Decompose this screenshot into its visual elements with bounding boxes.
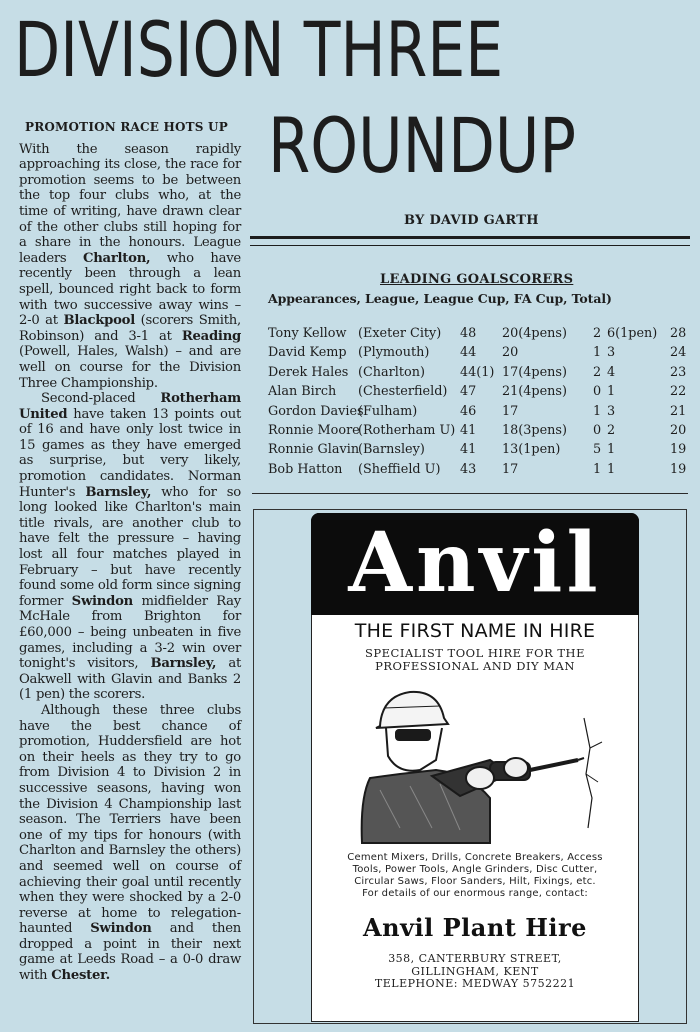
address-line-1: 358, CANTERBURY STREET,	[388, 952, 562, 965]
league-goals: 20(4pens)	[502, 326, 567, 341]
league-goals: 17	[502, 461, 519, 477]
league-cup-goals: 1	[593, 345, 602, 361]
double-rule-divider	[250, 236, 690, 246]
total-goals: 21	[670, 403, 687, 419]
table-row	[268, 324, 693, 343]
thin-rule-divider	[252, 493, 688, 494]
text-run: With the season rapidly approaching its close, the race for promotion seems to be between the top four clubs who, at the time of writing, have drawn clear of the other clubs still hoping for a share in the honours. League leaders	[19, 141, 241, 266]
appearances: 41	[460, 442, 477, 458]
total-goals: 28	[670, 326, 687, 341]
advert-products	[323, 852, 627, 900]
fa-cup-goals: 3	[607, 345, 616, 361]
fa-cup-goals: 2	[607, 422, 616, 438]
total-goals: 23	[670, 364, 687, 380]
club-name: (Chesterfield)	[358, 384, 448, 400]
player-name: Tony Kellow	[268, 326, 347, 341]
bold-club-name: Chester.	[51, 968, 110, 984]
advert-subtitle-line-1: SPECIALIST TOOL HIRE FOR THE	[365, 646, 585, 660]
article-heading: PROMOTION RACE HOTS UP	[25, 120, 228, 134]
fa-cup-goals: 3	[607, 403, 616, 419]
total-goals: 19	[670, 442, 687, 458]
article-paragraph-3	[19, 703, 241, 984]
article-paragraph-1	[19, 142, 241, 392]
goalscorers-subtitle: Appearances, League, League Cup, FA Cup, Total)	[268, 291, 612, 306]
text-run: Second-placed	[41, 391, 161, 407]
total-goals: 24	[670, 345, 687, 361]
league-cup-goals: 0	[593, 422, 602, 438]
player-name: Ronnie Glavin	[268, 442, 360, 458]
league-cup-goals: 1	[593, 461, 602, 477]
appearances: 46	[460, 403, 477, 419]
fa-cup-goals: 4	[607, 364, 616, 380]
article-column	[19, 120, 241, 984]
text-run: who have recently been through a lean spell, bounced right back to form with two successive away wins – 2-0 at	[19, 250, 241, 329]
appearances: 43	[460, 461, 477, 477]
club-name: (Fulham)	[358, 403, 418, 419]
league-cup-goals: 1	[593, 403, 602, 419]
address-telephone: TELEPHONE: MEDWAY 5752221	[374, 977, 576, 990]
advert-tagline: THE FIRST NAME IN HIRE	[354, 620, 596, 642]
bold-club-name: Charlton,	[82, 250, 151, 266]
club-name: (Charlton)	[358, 364, 425, 380]
appearances: 41	[460, 422, 477, 438]
league-cup-goals: 2	[593, 364, 602, 380]
table-row	[268, 343, 693, 362]
bold-club-name: Barnsley,	[150, 656, 217, 672]
club-name: (Plymouth)	[358, 345, 430, 361]
advert-address	[311, 953, 639, 991]
league-cup-goals: 0	[593, 384, 602, 400]
player-name: Gordon Davies	[268, 403, 364, 419]
player-name: David Kemp	[268, 345, 347, 361]
advert-subtitle-line-2: PROFESSIONAL AND DIY MAN	[375, 659, 575, 673]
appearances: 44	[460, 345, 477, 361]
player-name: Alan Birch	[268, 384, 337, 400]
table-row	[268, 402, 693, 421]
fa-cup-goals: 1	[607, 384, 616, 400]
bold-club-name: Rotherham United	[19, 391, 241, 422]
bold-club-name: Reading	[181, 328, 241, 344]
anvil-logo-block	[311, 513, 639, 615]
bold-club-name: Swindon	[71, 593, 134, 609]
text-run: and then dropped a point in their next game at Leeds Road – a 0-0 draw with	[19, 921, 241, 984]
goalscorers-title: LEADING GOALSCORERS	[380, 272, 574, 287]
club-name: (Rotherham U)	[358, 422, 456, 438]
table-row	[268, 440, 693, 459]
page-title-line-1: DIVISION THREE	[14, 5, 504, 94]
club-name: (Exeter City)	[358, 326, 442, 341]
player-name: Ronnie Moore	[268, 422, 360, 438]
goalscorers-table	[268, 324, 693, 479]
article-paragraph-2	[19, 391, 241, 703]
products-line-3: Circular Saws, Floor Sanders, Hilt, Fixings, etc.	[354, 876, 596, 887]
league-cup-goals: 2	[593, 326, 602, 341]
table-row	[268, 382, 693, 401]
league-goals: 17(4pens)	[502, 364, 567, 380]
products-line-2: Tools, Power Tools, Angle Grinders, Disc Cutter,	[352, 864, 598, 875]
league-goals: 21(4pens)	[502, 384, 567, 400]
anvil-logo: Anvil	[348, 515, 602, 611]
bold-club-name: Barnsley,	[85, 484, 152, 500]
player-name: Bob Hatton	[268, 461, 343, 477]
advert-brand-name: Anvil Plant Hire	[363, 913, 587, 942]
total-goals: 22	[670, 384, 687, 400]
fa-cup-goals: 1	[607, 461, 616, 477]
text-run: midfielder Ray McHale from Brighton for £60,000 – being unbeaten in five games, including a 3-2 win over tonight's visitors,	[19, 593, 241, 672]
advert-subtitle	[311, 647, 639, 673]
text-run: at Oakwell with Glavin and Banks 2 (1 pen) the scorers.	[19, 656, 241, 703]
club-name: (Sheffield U)	[358, 461, 441, 477]
appearances: 47	[460, 384, 477, 400]
league-goals: 17	[502, 403, 519, 419]
products-line-1: Cement Mixers, Drills, Concrete Breakers, Access	[347, 852, 603, 863]
appearances: 48	[460, 326, 477, 341]
text-run: have taken 13 points out of 16 and have only lost twice in 15 games as they have emerged as surprise, but very likely, promotion candidates. Norman Hunter's	[19, 406, 241, 500]
total-goals: 19	[670, 461, 687, 477]
appearances: 44(1)	[460, 364, 495, 380]
worker-with-drill-icon	[340, 678, 610, 848]
fa-cup-goals: 6(1pen)	[607, 326, 658, 341]
bold-club-name: Blackpool	[63, 313, 135, 329]
table-row	[268, 421, 693, 440]
player-name: Derek Hales	[268, 364, 349, 380]
products-line-4: For details of our enormous range, contact:	[362, 888, 588, 899]
league-cup-goals: 5	[593, 442, 602, 458]
text-run: (Powell, Hales, Walsh) – and are well on course for the Division Three Championship.	[19, 344, 241, 391]
table-row	[268, 363, 693, 382]
bold-club-name: Swindon	[90, 921, 152, 937]
league-goals: 18(3pens)	[502, 422, 567, 438]
text-run: Although these three clubs have the best chance of promotion, Huddersfield are hot on their heels as they try to go from Division 4 to Division 2 in successive seasons, having won the Division 4 Championship last season. The Terriers have been one of my tips for honours (with Charlton and Barnsley the others) and seemed well on course of achieving their goal until recently when they were shocked by a 2-0 reverse at home to relegation-haunted	[19, 702, 241, 937]
total-goals: 20	[670, 422, 687, 438]
league-goals: 13(1pen)	[502, 442, 561, 458]
address-line-2: GILLINGHAM, KENT	[411, 964, 539, 978]
club-name: (Barnsley)	[358, 442, 425, 458]
fa-cup-goals: 1	[607, 442, 616, 458]
text-run: (scorers Smith, Robinson) and 3-1 at	[19, 313, 241, 344]
table-row	[268, 460, 693, 479]
text-run: who for so long looked like Charlton's main title rivals, are another club to have felt the pressure – having lost all four matches played in February – but have recently found some old form since signing former	[19, 484, 241, 609]
byline: BY DAVID GARTH	[404, 213, 539, 228]
page-title-line-2: ROUNDUP	[268, 101, 577, 190]
league-goals: 20	[502, 345, 519, 361]
